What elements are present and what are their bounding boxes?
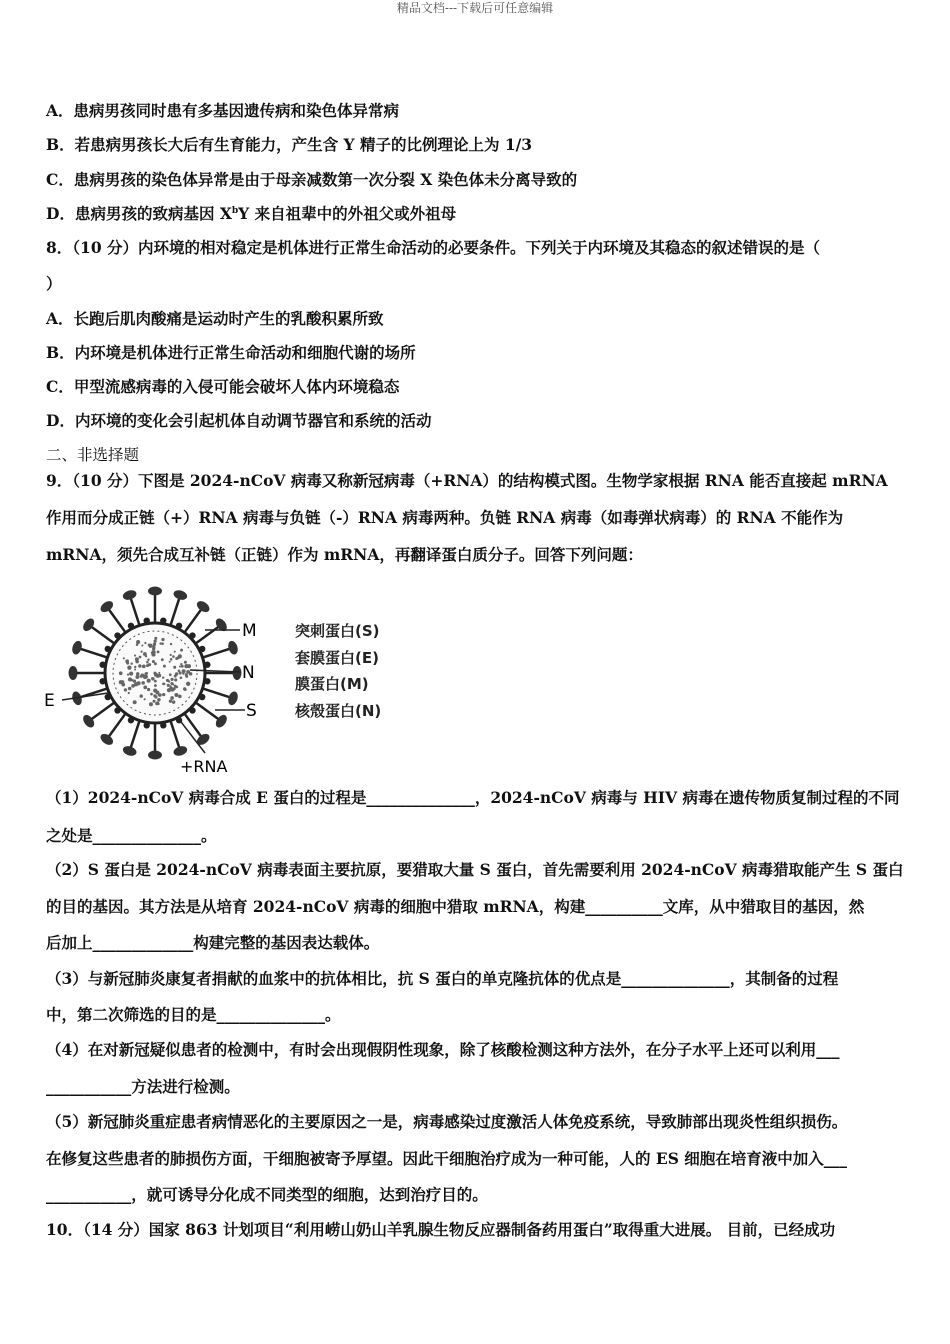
q9-part2-line2: 的目的基因。其方法是从培育 2024-nCoV 病毒的细胞中猎取 mRNA，构建__________文库，从中猎取目的基因，然: [46, 897, 865, 916]
core-particle: [143, 685, 147, 689]
core-particle: [128, 687, 132, 691]
q8-option-c: C．甲型流感病毒的入侵可能会破坏人体内环境稳态: [46, 377, 400, 396]
core-particle: [183, 670, 185, 672]
spike-stalk: [92, 702, 115, 718]
spike-head: [227, 690, 240, 706]
core-particle: [123, 657, 125, 659]
page-header: 精品文档---下载后可任意编辑: [396, 1, 554, 15]
core-particle: [179, 665, 181, 667]
q9-stem-line2: 作用而分成正链（+）RNA 病毒与负链（-）RNA 病毒两种。负链 RNA 病毒（如毒弹状病毒）的 RNA 不能作为: [46, 508, 844, 527]
q7-option-d-pre: D．患病男孩的致病基因 X: [46, 204, 232, 223]
core-particle: [144, 698, 146, 700]
q10-stem-line1: 10．（14 分）国家 863 计划项目“利用崂山奶山羊乳腺生物反应器制备药用蛋白”取得重大进展。 目前，已经成功: [46, 1220, 836, 1239]
core-particle: [153, 694, 156, 697]
core-particle: [134, 666, 136, 668]
core-particle: [162, 676, 164, 678]
q8-option-b: B．内环境是机体进行正常生命活动和细胞代谢的场所: [46, 343, 416, 362]
spike-head: [172, 589, 188, 602]
core-particle: [130, 662, 132, 664]
q7-option-b: B．若患病男孩长大后有生育能力，产生含 Y 精子的比例理论上为 1/3: [46, 135, 533, 154]
core-particle: [184, 661, 187, 664]
core-particle: [143, 652, 147, 656]
core-particle: [149, 702, 153, 706]
core-particle: [124, 688, 127, 691]
q9-part2-line3: 后加上_____________构建完整的基因表达载体。: [46, 933, 380, 952]
spike-stalk: [170, 721, 179, 748]
core-particle: [144, 642, 146, 644]
section-heading: 二、非选择题: [46, 446, 140, 464]
core-particle: [135, 660, 139, 664]
core-particle: [159, 642, 161, 644]
core-particle: [185, 675, 188, 678]
label-n: N: [242, 663, 255, 683]
core-particle: [172, 655, 175, 658]
core-particle: [158, 694, 160, 696]
core-particle: [154, 680, 157, 683]
spike-head: [214, 713, 230, 730]
core-particle: [142, 664, 146, 668]
virus-diagram: [40, 578, 460, 778]
q9-stem-line1: 9．（10 分）下图是 2024-nCoV 病毒又称新冠病毒（+RNA）的结构模式图。生物学家根据 RNA 能否直接起 mRNA: [46, 471, 888, 490]
spike-head: [172, 745, 188, 758]
spike-head: [98, 599, 115, 615]
core-particle: [158, 672, 160, 674]
core-particle: [127, 673, 129, 675]
spike-head: [227, 640, 240, 656]
spike-head: [195, 599, 212, 615]
spike-stalk: [92, 627, 115, 643]
core-particle: [169, 699, 172, 702]
core-particle: [167, 688, 171, 692]
q9-part1-line2: 之处是______________。: [46, 826, 217, 845]
core-particle: [173, 687, 176, 690]
core-particle: [134, 655, 136, 657]
spike-head: [81, 616, 97, 633]
core-particle: [180, 676, 183, 679]
q8-option-a: A．长跑后肌肉酸痛是运动时产生的乳酸积累所致: [46, 309, 384, 328]
leader-line-e: [62, 693, 108, 700]
core-particle: [175, 686, 177, 688]
spike-stalk: [203, 649, 230, 658]
spike-head: [195, 732, 212, 748]
label-s: S: [246, 701, 257, 721]
core-particle: [154, 637, 157, 640]
label-rna: +RNA: [180, 757, 228, 776]
legend-nucleocapsid: 核殼蛋白(N): [295, 701, 382, 720]
spike-stalk: [203, 688, 230, 697]
core-particle: [153, 689, 157, 693]
core-particle: [140, 694, 143, 697]
core-particle: [157, 698, 160, 701]
core-particle: [140, 651, 142, 653]
core-particle: [178, 654, 182, 658]
core-particle: [162, 693, 165, 696]
core-particle: [182, 673, 184, 675]
core-particle: [161, 638, 164, 641]
core-particle: [125, 659, 129, 663]
spike-stalk: [109, 713, 125, 736]
spike-head: [69, 666, 78, 680]
core-particle: [141, 681, 145, 685]
core-particle: [179, 671, 182, 674]
core-particle: [153, 672, 156, 675]
q7-option-d: [46, 204, 456, 224]
spike-stalk: [109, 610, 125, 633]
legend-envelope: 套膜蛋白(E): [295, 648, 379, 667]
core-particle: [121, 683, 125, 687]
core-particle: [170, 658, 173, 661]
core-particle: [121, 680, 123, 682]
core-particle: [163, 665, 166, 668]
core-particle: [151, 652, 153, 654]
core-particle: [133, 700, 137, 704]
core-particle: [172, 683, 174, 685]
q8-stem-end: ）: [46, 274, 62, 293]
core-particle: [154, 684, 157, 687]
core-particle: [161, 658, 164, 661]
q9-part3-line1: （3）与新冠肺炎康复者捐献的血浆中的抗体相比，抗 S 蛋白的单克隆抗体的优点是______________，其制备的过程: [46, 969, 839, 988]
core-particle: [157, 650, 160, 653]
q9-part3-line2: 中，第二次筛选的目的是______________。: [46, 1005, 341, 1024]
core-particle: [128, 692, 130, 694]
core-particle: [148, 644, 152, 648]
core-particle: [169, 661, 171, 663]
spike-stalk: [195, 702, 218, 718]
core-particle: [184, 664, 188, 668]
core-particle: [133, 680, 136, 683]
core-particle: [172, 700, 175, 703]
core-particle: [144, 674, 148, 678]
core-particle: [186, 682, 190, 686]
core-particle: [139, 656, 142, 659]
core-particle: [134, 682, 138, 686]
core-particle: [167, 684, 170, 687]
core-particle: [156, 674, 160, 678]
spike-head: [122, 589, 138, 602]
core-particle: [170, 654, 172, 656]
spike-head: [233, 666, 242, 680]
core-particle: [170, 678, 173, 681]
q9-part2-line1: （2）S 蛋白是 2024-nCoV 病毒表面主要抗原，要猎取大量 S 蛋白，首先需要利用 2024-nCoV 病毒猎取能产生 S 蛋白: [46, 860, 904, 879]
core-particle: [129, 672, 132, 675]
figure-legend: [295, 618, 381, 724]
core-particle: [147, 659, 149, 661]
core-particle: [152, 645, 155, 648]
core-particle: [154, 662, 157, 665]
spike-stalk: [131, 721, 140, 748]
core-particle: [168, 680, 170, 682]
spike-stalk: [184, 610, 200, 633]
core-particle: [119, 671, 123, 675]
core-particle: [175, 672, 178, 675]
core-particle: [147, 679, 151, 683]
core-particle: [174, 651, 176, 653]
spike-stalk: [184, 713, 200, 736]
legend-membrane: 膜蛋白(M): [295, 675, 369, 693]
core-particle: [127, 666, 131, 670]
spike-head: [122, 745, 138, 758]
core-particle: [128, 677, 132, 681]
core-particle: [140, 675, 143, 678]
core-particle: [154, 640, 157, 643]
core-particle: [146, 661, 149, 664]
q7-option-d-sup: b: [231, 205, 239, 216]
core-particle: [136, 640, 140, 644]
core-particle: [174, 678, 177, 681]
core-particle: [146, 664, 149, 667]
core-particle: [150, 693, 153, 696]
spike-stalk: [170, 599, 179, 626]
core-particle: [184, 688, 187, 691]
core-particle: [162, 682, 165, 685]
legend-spike: 突刺蛋白(S): [295, 622, 380, 640]
core-particle: [141, 644, 143, 646]
label-e: E: [44, 691, 55, 711]
core-particle: [173, 666, 176, 669]
core-particle: [147, 688, 150, 691]
core-particle: [180, 663, 182, 665]
spike-stalk: [81, 649, 108, 658]
spike-head: [81, 713, 97, 730]
spike-head: [71, 640, 84, 656]
q9-part4-line1: （4）在对新冠疑似患者的检测中，有时会出现假阴性现象，除了核酸检测这种方法外，在分子水平上还可以利用___: [46, 1040, 840, 1059]
core-particle: [169, 673, 172, 676]
core-particle: [189, 672, 192, 675]
virus-structure-figure: [40, 578, 460, 778]
label-m: M: [242, 621, 257, 641]
spike-head: [98, 732, 115, 748]
q9-part5-line2: 在修复这些患者的肺损伤方面，干细胞被寄予厚望。因此干细胞治疗成为一种可能，人的 ES 细胞在培育液中加入___: [46, 1149, 848, 1168]
core-particle: [151, 677, 153, 679]
q9-part5-line3: ___________，就可诱导分化成不同类型的细胞，达到治疗目的。: [46, 1185, 488, 1204]
q7-option-d-post: Y 来自祖辈中的外祖父或外祖母: [238, 204, 457, 223]
spike-head: [148, 587, 162, 596]
q8-option-d: D．内环境的变化会引起机体自动调节器官和系统的活动: [46, 411, 432, 430]
core-particle: [174, 693, 178, 697]
core-particle: [178, 695, 182, 699]
q9-stem-line3: mRNA，须先合成互补链（正链）作为 mRNA，再翻译蛋白质分子。回答下列问题：: [46, 545, 643, 564]
core-particle: [170, 696, 174, 700]
spike-stalk: [131, 599, 140, 626]
core-particle: [180, 649, 183, 652]
core-particle: [170, 685, 172, 687]
core-particle: [134, 668, 136, 670]
core-particle: [155, 702, 159, 706]
spike-head: [148, 751, 162, 760]
q7-option-a: A．患病男孩同时患有多基因遗传病和染色体异常病: [46, 101, 400, 120]
q9-part5-line1: （5）新冠肺炎重症患者病情恶化的主要原因之一是，病毒感染过度激活人体免疫系统，导致肺部出现炎性组织损伤。: [46, 1112, 848, 1131]
q7-option-c: C．患病男孩的染色体异常是由于母亲减数第一次分裂 X 染色体未分离导致的: [46, 170, 578, 189]
core-particle: [135, 675, 139, 679]
q9-part1-line1: （1）2024-nCoV 病毒合成 E 蛋白的过程是______________，2024-nCoV 病毒与 HIV 病毒在遗传物质复制过程的不同: [46, 788, 900, 807]
core-particle: [170, 643, 172, 645]
core-particle: [153, 700, 156, 703]
core-particle: [137, 658, 139, 660]
q8-stem: 8．（10 分）内环境的相对稳定是机体进行正常生命活动的必要条件。下列关于内环境及其稳态的叙述错误的是（: [46, 238, 821, 257]
q9-part4-line2: ___________方法进行检测。: [46, 1077, 240, 1096]
core-particle: [138, 664, 141, 667]
